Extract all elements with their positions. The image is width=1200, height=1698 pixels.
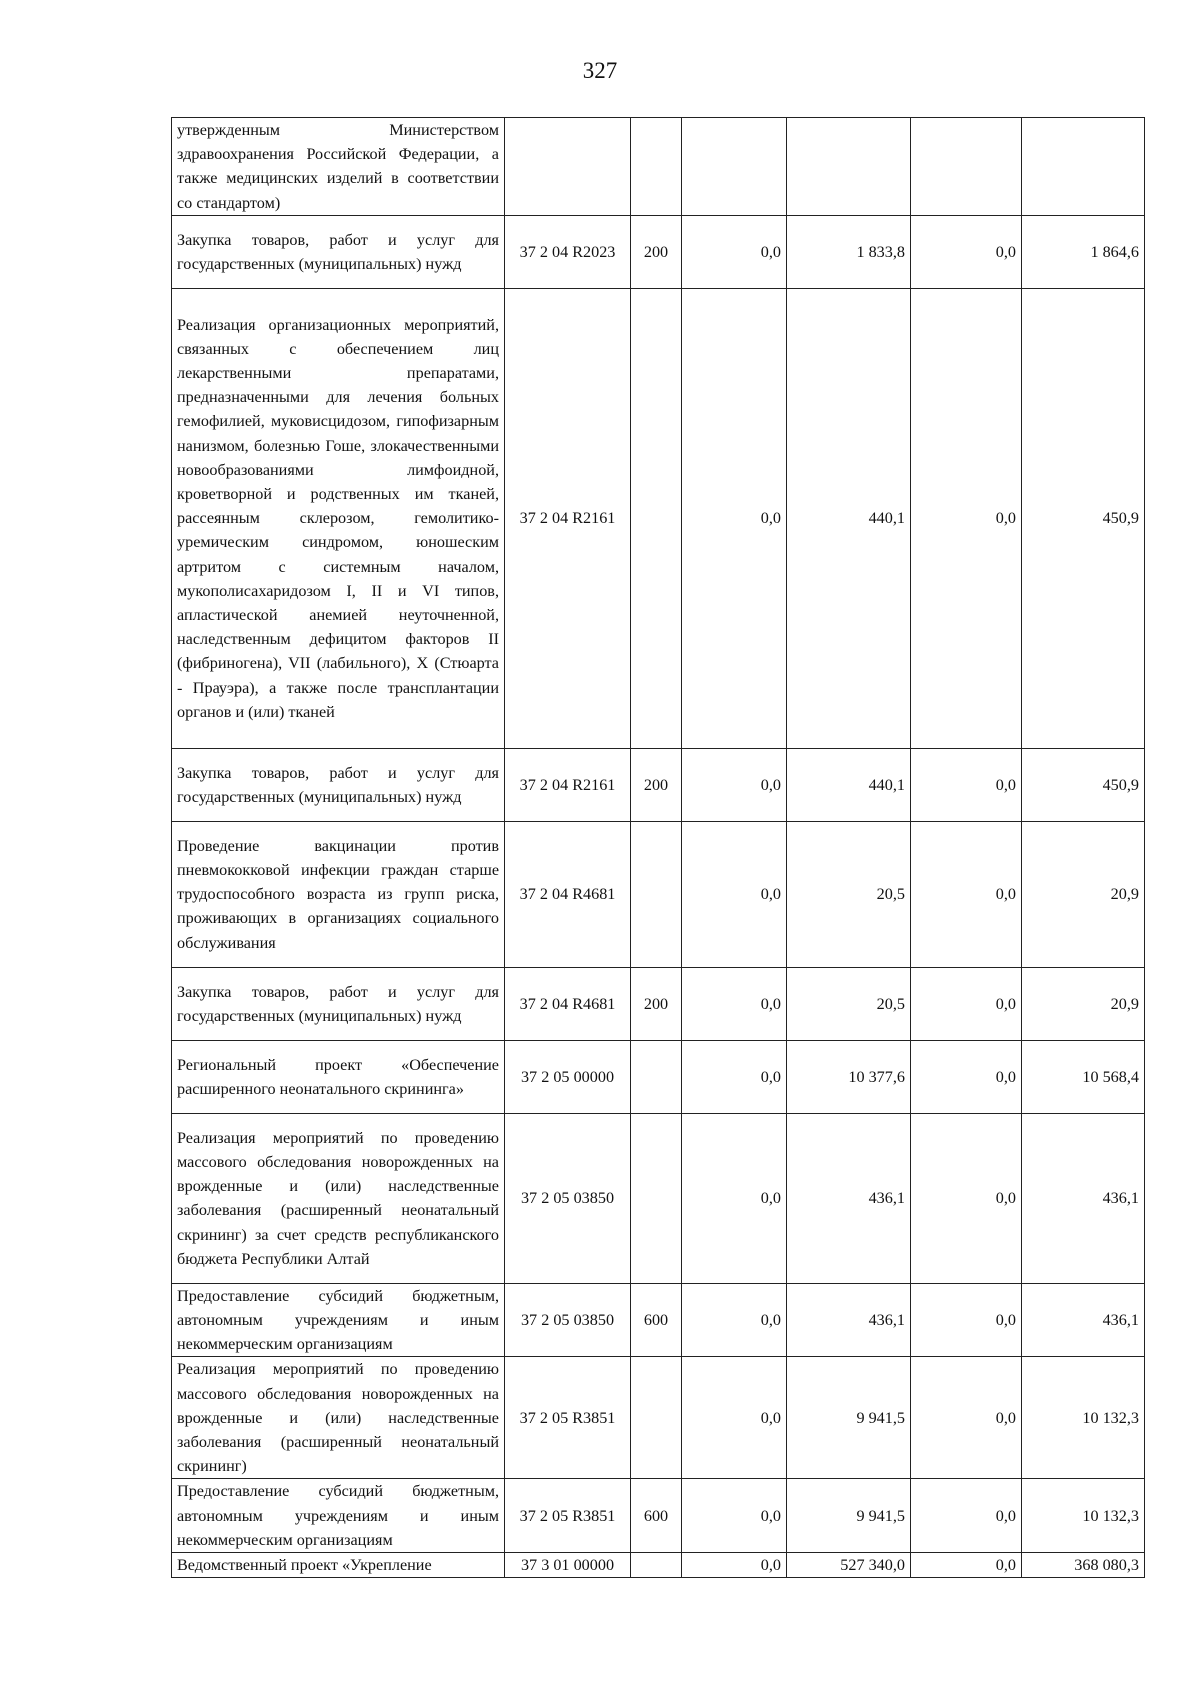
row-value-2: 20,5 [787, 821, 911, 967]
row-value-1: 0,0 [682, 1283, 787, 1357]
row-value-2 [787, 118, 911, 216]
row-value-3: 0,0 [911, 288, 1022, 748]
row-value-4: 436,1 [1022, 1283, 1145, 1357]
row-value-1: 0,0 [682, 1357, 787, 1479]
row-name: Закупка товаров, работ и услуг для государственных (муниципальных) нужд [172, 748, 505, 821]
row-kind [631, 821, 682, 967]
row-code: 37 2 05 03850 [505, 1113, 631, 1283]
row-value-3: 0,0 [911, 967, 1022, 1040]
row-name: Региональный проект «Обеспечение расширенного неонатального скрининга» [172, 1040, 505, 1113]
row-value-2: 527 340,0 [787, 1553, 911, 1578]
row-kind: 200 [631, 215, 682, 288]
row-value-1: 0,0 [682, 967, 787, 1040]
row-kind [631, 1113, 682, 1283]
row-code: 37 3 01 00000 [505, 1553, 631, 1578]
row-value-3: 0,0 [911, 215, 1022, 288]
table-row [172, 1113, 1145, 1283]
row-value-3: 0,0 [911, 1357, 1022, 1479]
row-kind [631, 118, 682, 216]
row-code: 37 2 05 00000 [505, 1040, 631, 1113]
row-code: 37 2 04 R2161 [505, 748, 631, 821]
row-value-1: 0,0 [682, 215, 787, 288]
row-value-2: 20,5 [787, 967, 911, 1040]
row-name: Предоставление субсидий бюджетным, автономным учреждениям и иным некоммерческим организациям [172, 1479, 505, 1553]
row-value-2: 436,1 [787, 1113, 911, 1283]
table-row [172, 1040, 1145, 1113]
row-value-1 [682, 118, 787, 216]
row-value-3: 0,0 [911, 1283, 1022, 1357]
row-name: Проведение вакцинации против пневмококковой инфекции граждан старше трудоспособного возраста из групп риска, проживающих в организациях социального обслуживания [172, 821, 505, 967]
row-code: 37 2 05 R3851 [505, 1357, 631, 1479]
table-row [172, 215, 1145, 288]
row-value-1: 0,0 [682, 288, 787, 748]
row-code: 37 2 04 R4681 [505, 967, 631, 1040]
row-value-1: 0,0 [682, 748, 787, 821]
row-kind [631, 1553, 682, 1578]
row-value-3: 0,0 [911, 1040, 1022, 1113]
row-code: 37 2 04 R4681 [505, 821, 631, 967]
row-value-4 [1022, 118, 1145, 216]
row-value-2: 10 377,6 [787, 1040, 911, 1113]
row-value-2: 1 833,8 [787, 215, 911, 288]
row-code: 37 2 05 03850 [505, 1283, 631, 1357]
row-value-3 [911, 118, 1022, 216]
table-row [172, 288, 1145, 748]
row-value-2: 436,1 [787, 1283, 911, 1357]
row-value-4: 450,9 [1022, 288, 1145, 748]
row-name: Реализация мероприятий по проведению массового обследования новорожденных на врожденные и (или) наследственные заболевания (расширенный неонатальный скрининг) [172, 1357, 505, 1479]
row-value-2: 440,1 [787, 288, 911, 748]
row-value-4: 10 132,3 [1022, 1479, 1145, 1553]
row-value-4: 1 864,6 [1022, 215, 1145, 288]
row-value-4: 10 568,4 [1022, 1040, 1145, 1113]
row-value-1: 0,0 [682, 1113, 787, 1283]
row-kind [631, 288, 682, 748]
row-value-3: 0,0 [911, 748, 1022, 821]
row-value-1: 0,0 [682, 821, 787, 967]
row-value-2: 9 941,5 [787, 1357, 911, 1479]
table-row [172, 967, 1145, 1040]
row-value-4: 20,9 [1022, 821, 1145, 967]
row-value-1: 0,0 [682, 1479, 787, 1553]
row-value-4: 436,1 [1022, 1113, 1145, 1283]
row-value-2: 9 941,5 [787, 1479, 911, 1553]
row-value-1: 0,0 [682, 1553, 787, 1578]
row-kind: 600 [631, 1479, 682, 1553]
row-code: 37 2 05 R3851 [505, 1479, 631, 1553]
row-name: Закупка товаров, работ и услуг для государственных (муниципальных) нужд [172, 967, 505, 1040]
row-value-4: 450,9 [1022, 748, 1145, 821]
row-value-3: 0,0 [911, 1553, 1022, 1578]
budget-table [171, 117, 1145, 1578]
table-row [172, 118, 1145, 216]
table-row [172, 1357, 1145, 1479]
row-name: Ведомственный проект «Укрепление [172, 1553, 505, 1578]
row-value-4: 368 080,3 [1022, 1553, 1145, 1578]
row-code [505, 118, 631, 216]
row-name: Предоставление субсидий бюджетным, автономным учреждениям и иным некоммерческим организациям [172, 1283, 505, 1357]
table-row [172, 1479, 1145, 1553]
row-name: утвержденным Министерством здравоохранения Российской Федерации, а также медицинских изделий в соответствии со стандартом) [172, 118, 505, 216]
row-kind: 600 [631, 1283, 682, 1357]
row-value-2: 440,1 [787, 748, 911, 821]
row-code: 37 2 04 R2161 [505, 288, 631, 748]
row-value-4: 10 132,3 [1022, 1357, 1145, 1479]
row-kind: 200 [631, 967, 682, 1040]
row-value-3: 0,0 [911, 1479, 1022, 1553]
table-row [172, 1553, 1145, 1578]
row-name: Закупка товаров, работ и услуг для государственных (муниципальных) нужд [172, 215, 505, 288]
row-value-4: 20,9 [1022, 967, 1145, 1040]
row-value-1: 0,0 [682, 1040, 787, 1113]
page-number: 327 [582, 58, 618, 83]
row-kind: 200 [631, 748, 682, 821]
row-name: Реализация мероприятий по проведению массового обследования новорожденных на врожденные и (или) наследственные заболевания (расширенный неонатальный скрининг) за счет средств республиканского бюджета Республики Алтай [172, 1113, 505, 1283]
row-name: Реализация организационных мероприятий, связанных с обеспечением лиц лекарственными препаратами, предназначенными для лечения больных гемофилией, муковисцидозом, гипофизарным нанизмом, болезнью Гоше, злокачественными новообразованиями лимфоидной, кроветворной и родственных им тканей, рассеянным склерозом, гемолитико-уремическим синдромом, юношеским артритом с системным началом, мукополисахаридозом I, II и VI типов, апластической анемией неуточненной, наследственным дефицитом факторов II (фибриногена), VII (лабильного), X (Стюарта - Прауэра), а также после трансплантации органов и (или) тканей [172, 288, 505, 748]
row-kind [631, 1040, 682, 1113]
table-row [172, 1283, 1145, 1357]
row-kind [631, 1357, 682, 1479]
table-row [172, 821, 1145, 967]
row-value-3: 0,0 [911, 821, 1022, 967]
row-value-3: 0,0 [911, 1113, 1022, 1283]
table-row [172, 748, 1145, 821]
row-code: 37 2 04 R2023 [505, 215, 631, 288]
